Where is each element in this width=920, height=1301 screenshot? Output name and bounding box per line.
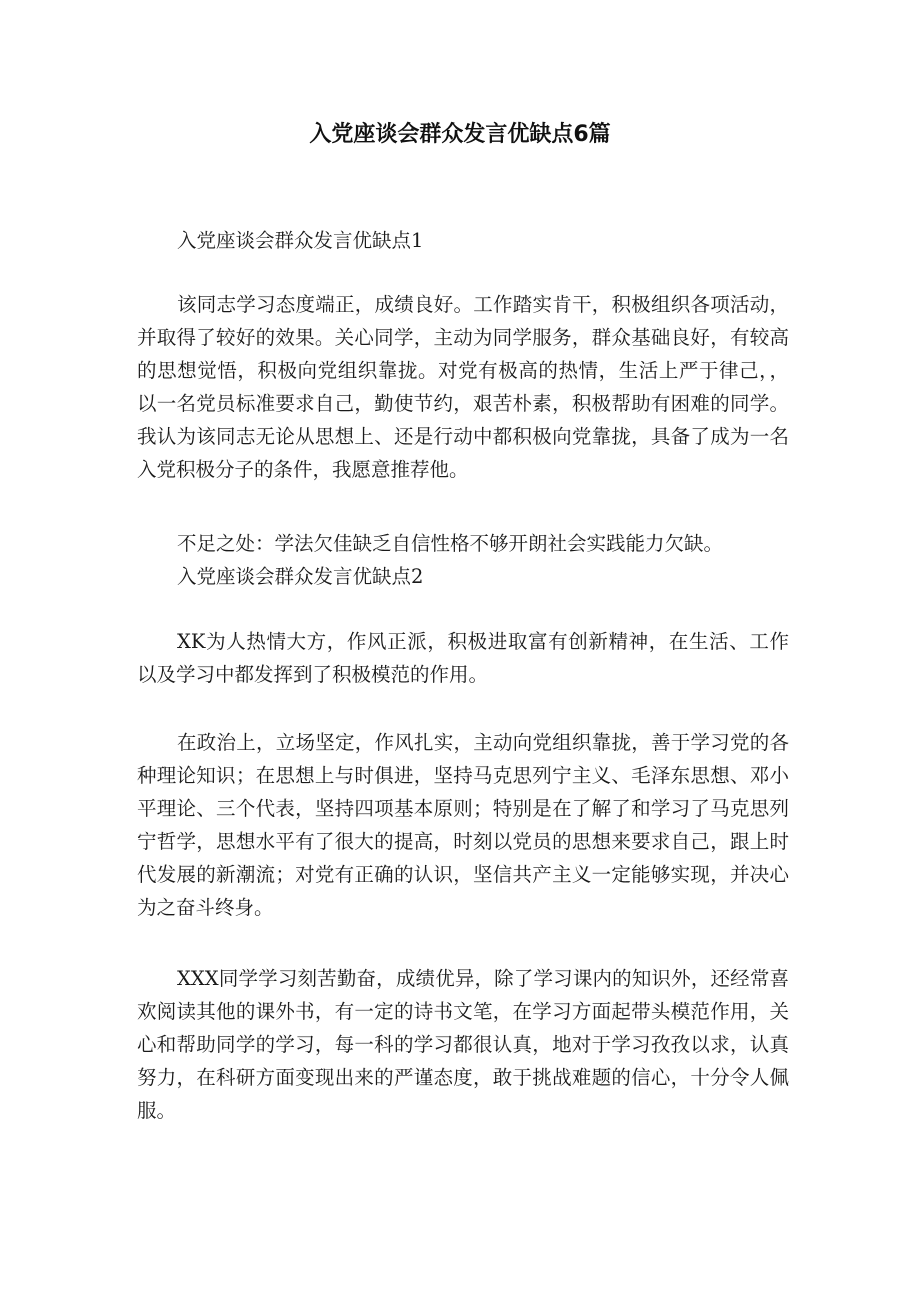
section-1-paragraph-1: 该同志学习态度端正，成绩良好。工作踏实肯干，积极组织各项活动，并取得了较好的效果。关心同学，主动为同学服务，群众基础良好，有较高的思想觉悟，积极向党组织靠拢。对党有极高的热情，生活上严于律己，，以一名党员标准要求自己，勤使节约，艰苦朴素，积极帮助有困难的同学。我认为该同志无论从思想上、还是行动中都积极向党靠拢，具备了成为一名入党积极分子的条件，我愿意推荐他。 xyxy=(137,293,789,481)
section-heading-2: 入党座谈会群众发言优缺点2 xyxy=(177,565,424,588)
section-heading-1: 入党座谈会群众发言优缺点1 xyxy=(177,229,424,252)
section-2-paragraph-1: XK为人热情大方，作风正派，积极进取富有创新精神，在生活、工作以及学习中都发挥到了积极模范的作用。 xyxy=(137,630,789,686)
section-2-paragraph-3: XXX同学学习刻苦勤奋，成绩优异，除了学习课内的知识外，还经常喜欢阅读其他的课外书，有一定的诗书文笔，在学习方面起带头模范作用，关心和帮助同学的学习，每一科的学习都很认真，地对于学习孜孜以求，认真努力，在科研方面变现出来的严谨态度，敢于挑战难题的信心，十分令人佩服。 xyxy=(137,967,789,1122)
section-2-paragraph-2: 在政治上，立场坚定，作风扎实，主动向党组织靠拢，善于学习党的各种理论知识；在思想上与时俱进，坚持马克思列宁主义、毛泽东思想、邓小平理论、三个代表，坚持四项基本原则；特别是在了解了和学习了马克思列宁哲学，思想水平有了很大的提高，时刻以党员的思想来要求自己，跟上时代发展的新潮流；对党有正确的认识，坚信共产主义一定能够实现，并决心为之奋斗终身。 xyxy=(137,731,789,919)
section-1-shortcomings: 不足之处：学法欠佳缺乏自信性格不够开朗社会实践能力欠缺。 xyxy=(177,532,724,555)
document-title: 入党座谈会群众发言优缺点6篇 xyxy=(309,122,611,147)
